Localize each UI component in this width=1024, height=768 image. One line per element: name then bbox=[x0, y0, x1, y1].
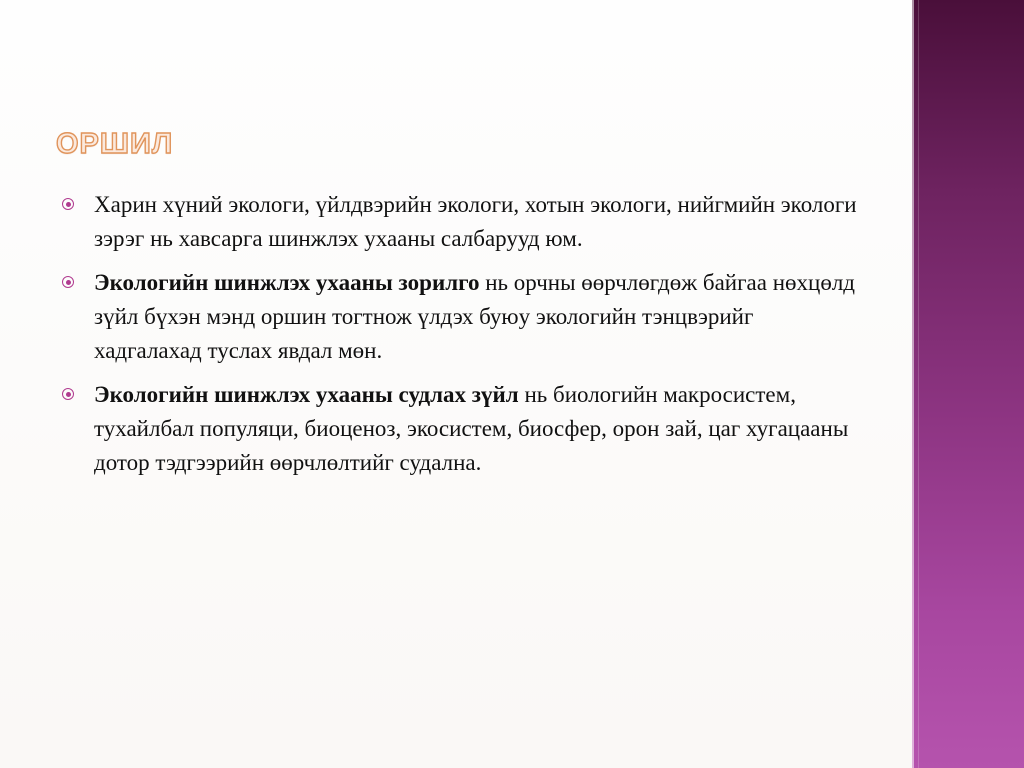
bullet-bold-term: Экологийн шинжлэх ухааны судлах зүйл bbox=[94, 382, 519, 407]
circle-dot-bullet-icon bbox=[62, 388, 74, 400]
slide-title: ОРШИЛ bbox=[56, 128, 174, 160]
bullet-item-1 bbox=[60, 188, 860, 256]
bullet-bold-term: Экологийн шинжлэх ухааны зорилго bbox=[94, 270, 480, 295]
bullet-text-body: нь орчны өөрчлөгдөж байгаа нөхцөлд зүйл бүхэн мэнд оршин тогтнож үлдэх буюу экологийн тэнцвэрийг хадгалахад туслах явдал мөн. bbox=[94, 270, 856, 363]
bullet-text-body: нь биологийн макросистем, тухайлбал популяци, биоценоз, экосистем, биосфер, орон зай, цаг хугацааны дотор тэдгээрийн өөрчлөлтийг судална. bbox=[94, 382, 849, 475]
bullet-list bbox=[60, 188, 860, 490]
bullet-text bbox=[94, 382, 848, 475]
decorative-side-band bbox=[912, 0, 1024, 768]
bullet-item-2 bbox=[60, 266, 860, 368]
bullet-text bbox=[94, 192, 857, 251]
circle-dot-bullet-icon bbox=[62, 198, 74, 210]
circle-dot-bullet-icon bbox=[62, 276, 74, 288]
bullet-text bbox=[94, 270, 855, 363]
bullet-text-body: Харин хүний экологи, үйлдвэрийн экологи, хотын экологи, нийгмийн экологи зэрэг нь хавсарга шинжлэх ухааны салбарууд юм. bbox=[94, 192, 857, 251]
bullet-item-3 bbox=[60, 378, 860, 480]
